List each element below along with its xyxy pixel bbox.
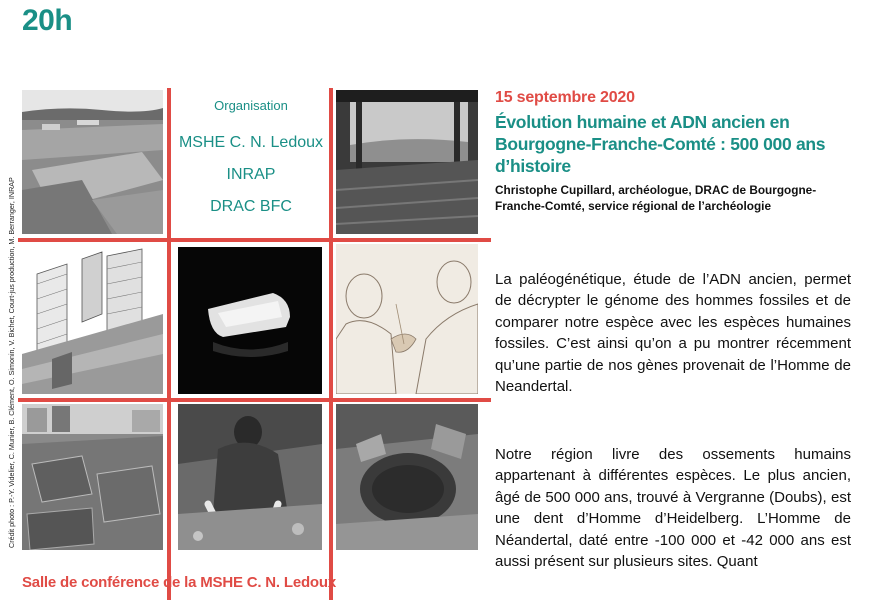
photo-credit: Crédit photo : P.-Y. Videlier, C. Munier, B. Clément, O. Simonin, V. Bichet, Court-jus production, M. Berranger, INRAP [7, 177, 16, 548]
neanderthal-illustration [336, 244, 478, 394]
organisation-label: Organisation [214, 98, 288, 113]
aerial-landscape-photo [22, 90, 163, 234]
event-speaker: Christophe Cupillard, archéologue, DRAC de Bourgogne-Franche-Comté, service régional de l’archéologie [495, 183, 817, 213]
grid-line-vertical-1 [167, 88, 171, 600]
event-date: 15 septembre 2020 [495, 89, 635, 106]
organisation-item-mshe: MSHE C. N. Ledoux [178, 134, 324, 151]
event-time: 20h [22, 4, 73, 37]
grid-line-horizontal-1 [18, 238, 491, 242]
excavation-site-photo [22, 404, 163, 550]
grid-line-horizontal-2 [18, 398, 491, 402]
burial-excavation-photo [336, 404, 478, 550]
archaeologist-digging-photo [178, 404, 322, 550]
event-details [495, 89, 851, 571]
tooth-photo [178, 247, 322, 394]
event-title: Évolution humaine et ADN ancien en Bourgogne-Franche-Comté : 500 000 ans d’histoire [495, 112, 826, 176]
stratigraphy-drawing [22, 244, 163, 394]
description-paragraph-1: La paléogénétique, étude de l’ADN ancien, permet de décrypter le génome des hommes fossiles et de comparer notre espèce avec les espèces humaines fossiles. C’est ainsi qu’on a pu montrer récemment qu’une partie de nos gènes provenait de l’Homme de Neandertal. [495, 271, 851, 396]
organisation-item-inrap: INRAP [226, 166, 276, 183]
description-paragraph-2: Notre région livre des ossements humains appartenant à différentes espèces. Le plus ancien, âgé de 500 000 ans, trouvé à Vergranne (Doubs), est une dent d’Homme d’Heidelberg. L’Homme de Néandertal, daté entre -100 000 et -42 000 ans est aussi présent sur plusieurs sites. Quant [495, 446, 851, 571]
shelter-landscape-photo [336, 90, 478, 234]
organisation-block [172, 90, 330, 236]
organisation-item-drac: DRAC BFC [210, 198, 292, 215]
venue-label: Salle de conférence de la MSHE C. N. Ledoux [22, 574, 336, 591]
